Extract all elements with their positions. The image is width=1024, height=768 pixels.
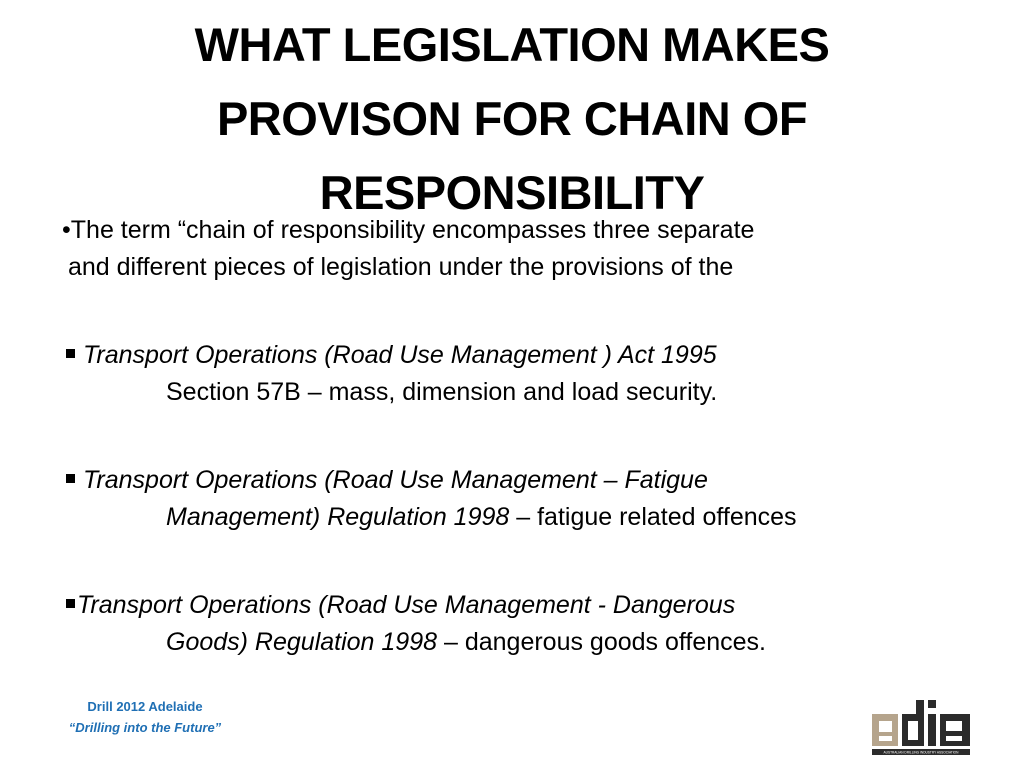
- square-bullet-icon: [66, 349, 75, 358]
- footer-event: Drill 2012 Adelaide: [87, 699, 203, 714]
- slide-body: [62, 212, 982, 661]
- footer-caption: [40, 696, 250, 738]
- title-line-3: RESPONSIBILITY: [319, 166, 705, 219]
- legislation-title-3b: Goods) Regulation 1998: [166, 628, 438, 656]
- intro-paragraph: [62, 212, 982, 286]
- square-bullet-icon: [66, 599, 75, 608]
- logo-subtext: AUSTRALIAN DRILLING INDUSTRY ASSOCIATION: [883, 750, 959, 755]
- legislation-detail-3: – dangerous goods offences.: [437, 628, 766, 656]
- legislation-title-2b: Management) Regulation 1998: [166, 503, 510, 531]
- bullet-dot: •: [62, 216, 71, 244]
- legislation-item-2: [62, 462, 982, 536]
- legislation-title-2a: Transport Operations (Road Use Management – Fatigue: [83, 466, 708, 494]
- title-line-2: PROVISON FOR CHAIN OF: [216, 92, 808, 145]
- square-bullet-icon: [66, 474, 75, 483]
- title-line-1: WHAT LEGISLATION MAKES: [194, 18, 830, 71]
- footer-tagline: “Drilling into the Future”: [68, 720, 222, 735]
- logo-i-block: [928, 714, 936, 746]
- intro-line-2: and different pieces of legislation under the provisions of the: [68, 253, 734, 281]
- legislation-title-3a: Transport Operations (Road Use Management - Dangerous: [77, 591, 736, 619]
- legislation-detail-2: – fatigue related offences: [509, 503, 797, 531]
- slide-title: [60, 8, 964, 230]
- adia-logo-icon: [872, 696, 978, 758]
- legislation-title-1: Transport Operations (Road Use Management ) Act 1995: [83, 341, 717, 369]
- legislation-detail-1: Section 57B – mass, dimension and load security.: [166, 378, 718, 406]
- intro-line-1: The term “chain of responsibility encompasses three separate: [70, 216, 755, 244]
- legislation-item-3: [62, 587, 982, 661]
- legislation-item-1: [62, 337, 982, 411]
